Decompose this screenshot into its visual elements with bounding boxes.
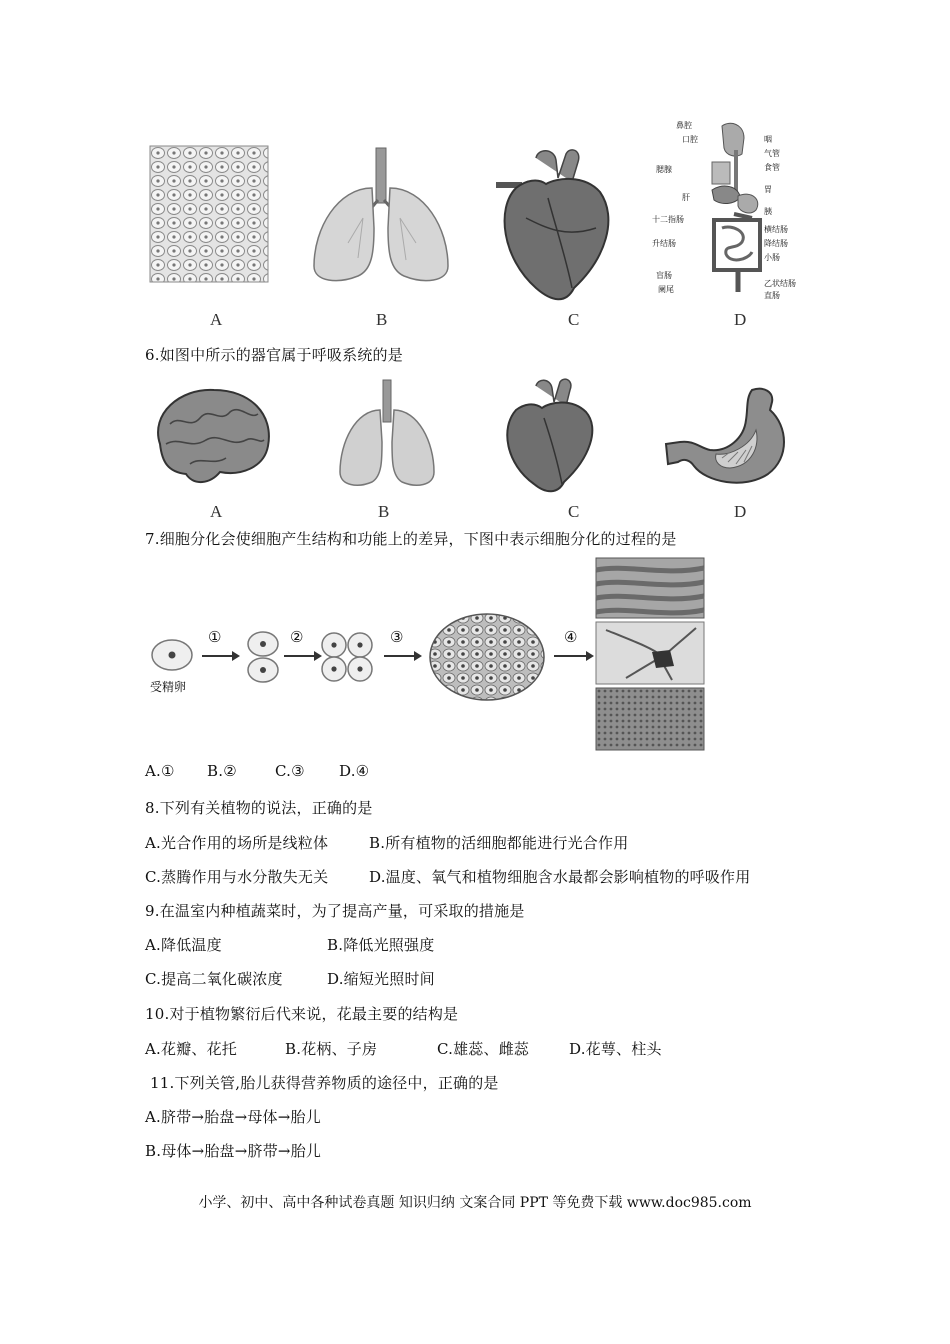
question-10: 10.对于植物繁衍后代来说，花最主要的结构是 <box>145 1005 459 1023</box>
fig2-label-d: D <box>734 502 747 521</box>
step-2-label: ② <box>290 628 304 646</box>
fertilized-egg-cell <box>150 638 194 672</box>
fig2-label-c: C <box>568 502 580 521</box>
q8-option-a[interactable]: A.光合作用的场所是线粒体 <box>145 834 329 852</box>
question-8-options-row2 <box>145 866 750 887</box>
question-11: 11.下列关管,胎儿获得营养物质的途径中，正确的是 <box>150 1074 499 1092</box>
stomach-image <box>660 386 792 486</box>
four-cell-stage <box>320 632 376 682</box>
dig-label-appendix: 阑尾 <box>658 285 674 294</box>
q11-option-a[interactable]: A.脐带→胎盘→母体→胎儿 <box>145 1108 321 1126</box>
two-cell-stage <box>246 630 280 684</box>
cell-mass <box>428 612 546 702</box>
dig-label-trachea: 气管 <box>764 149 780 158</box>
lungs-image-2 <box>336 380 438 490</box>
question-6: 6.如图中所示的器官属于呼吸系统的是 <box>145 346 403 364</box>
fig1-label-b: B <box>376 310 388 329</box>
lungs-image <box>308 148 454 288</box>
question-8: 8.下列有关植物的说法，正确的是 <box>145 799 373 817</box>
q8-option-c[interactable]: C.蒸腾作用与水分散失无关 <box>145 868 329 886</box>
q10-option-d[interactable]: D.花萼、柱头 <box>569 1040 662 1058</box>
arrow-step-4 <box>552 650 596 662</box>
q8-option-d[interactable]: D.温度、氧气和植物细胞含水最都会影响植物的呼吸作用 <box>369 868 751 886</box>
step-4-label: ④ <box>564 628 578 646</box>
dig-label-nasal: 鼻腔 <box>676 121 692 130</box>
dig-label-mouth: 口腔 <box>682 135 698 144</box>
fig1-label-c: C <box>568 310 580 329</box>
dig-label-sigmoid-colon: 乙状结肠 <box>764 279 796 288</box>
tissue-image <box>150 146 268 282</box>
question-10-options <box>145 1038 662 1059</box>
q9-option-b[interactable]: B.降低光照强度 <box>327 936 435 954</box>
fertilized-egg-label: 受精卵 <box>150 680 187 694</box>
fig1-label-d: D <box>734 310 747 329</box>
fig2-label-b: B <box>378 502 390 521</box>
arrow-step-1 <box>200 650 242 662</box>
dig-label-parotid: 腮腺 <box>656 165 672 174</box>
q9-option-a[interactable]: A.降低温度 <box>145 936 222 954</box>
step-1-label: ① <box>208 628 222 646</box>
heart-image <box>496 148 618 306</box>
heart-image-2 <box>500 378 604 496</box>
q11-option-b[interactable]: B.母体→胎盘→脐带→胎儿 <box>145 1142 322 1160</box>
step-3-label: ③ <box>390 628 404 646</box>
question-9-options-row2 <box>145 968 435 989</box>
dig-label-pancreas: 胰 <box>764 207 772 216</box>
question-9-options-row1 <box>145 934 434 955</box>
q7-option-b[interactable]: B.② <box>207 762 237 780</box>
digestive-system-diagram <box>652 120 814 306</box>
q9-option-d[interactable]: D.缩短光照时间 <box>327 970 435 988</box>
dig-label-small-intestine: 小肠 <box>764 253 780 262</box>
fig1-label-a: A <box>210 310 223 329</box>
q7-option-c[interactable]: C.③ <box>275 762 305 780</box>
q10-option-a[interactable]: A.花瓣、花托 <box>145 1040 238 1058</box>
dig-label-descending-colon: 降结肠 <box>764 239 788 248</box>
question-9: 9.在温室内种植蔬菜时，为了提高产量，可采取的措施是 <box>145 902 525 920</box>
arrow-step-3 <box>382 650 424 662</box>
dig-label-esophagus: 食管 <box>764 163 780 172</box>
page-footer: 小学、初中、高中各种试卷真题 知识归纳 文案合同 PPT 等免费下载 www.doc985.com <box>198 1195 752 1211</box>
dig-label-liver: 肝 <box>682 193 690 202</box>
q10-option-b[interactable]: B.花柄、子房 <box>285 1040 378 1058</box>
nerve-cell-image <box>596 622 704 684</box>
arrow-step-2 <box>282 650 324 662</box>
q7-option-a[interactable]: A.① <box>145 762 175 780</box>
dig-label-ascending-colon: 升结肠 <box>652 239 676 248</box>
dig-label-transverse-colon: 横结肠 <box>764 225 788 234</box>
q7-option-d[interactable]: D.④ <box>339 762 370 780</box>
q8-option-b[interactable]: B.所有植物的活细胞都能进行光合作用 <box>369 834 629 852</box>
q10-option-c[interactable]: C.雄蕊、雌蕊 <box>437 1040 530 1058</box>
connective-tissue-image <box>596 688 704 750</box>
dig-label-duodenum: 十二指肠 <box>652 215 684 224</box>
dig-label-cecum: 盲肠 <box>656 271 672 280</box>
question-7-options <box>145 762 369 780</box>
muscle-tissue-image <box>596 558 704 618</box>
question-8-options-row1 <box>145 832 628 853</box>
dig-label-pharynx: 咽 <box>764 135 772 144</box>
dig-label-stomach: 胃 <box>764 185 772 194</box>
question-7: 7.细胞分化会使细胞产生结构和功能上的差异，下图中表示细胞分化的过程的是 <box>145 530 677 548</box>
brain-image <box>150 384 274 488</box>
dig-label-rectum: 直肠 <box>764 291 780 300</box>
fig2-label-a: A <box>210 502 223 521</box>
q9-option-c[interactable]: C.提高二氧化碳浓度 <box>145 970 283 988</box>
